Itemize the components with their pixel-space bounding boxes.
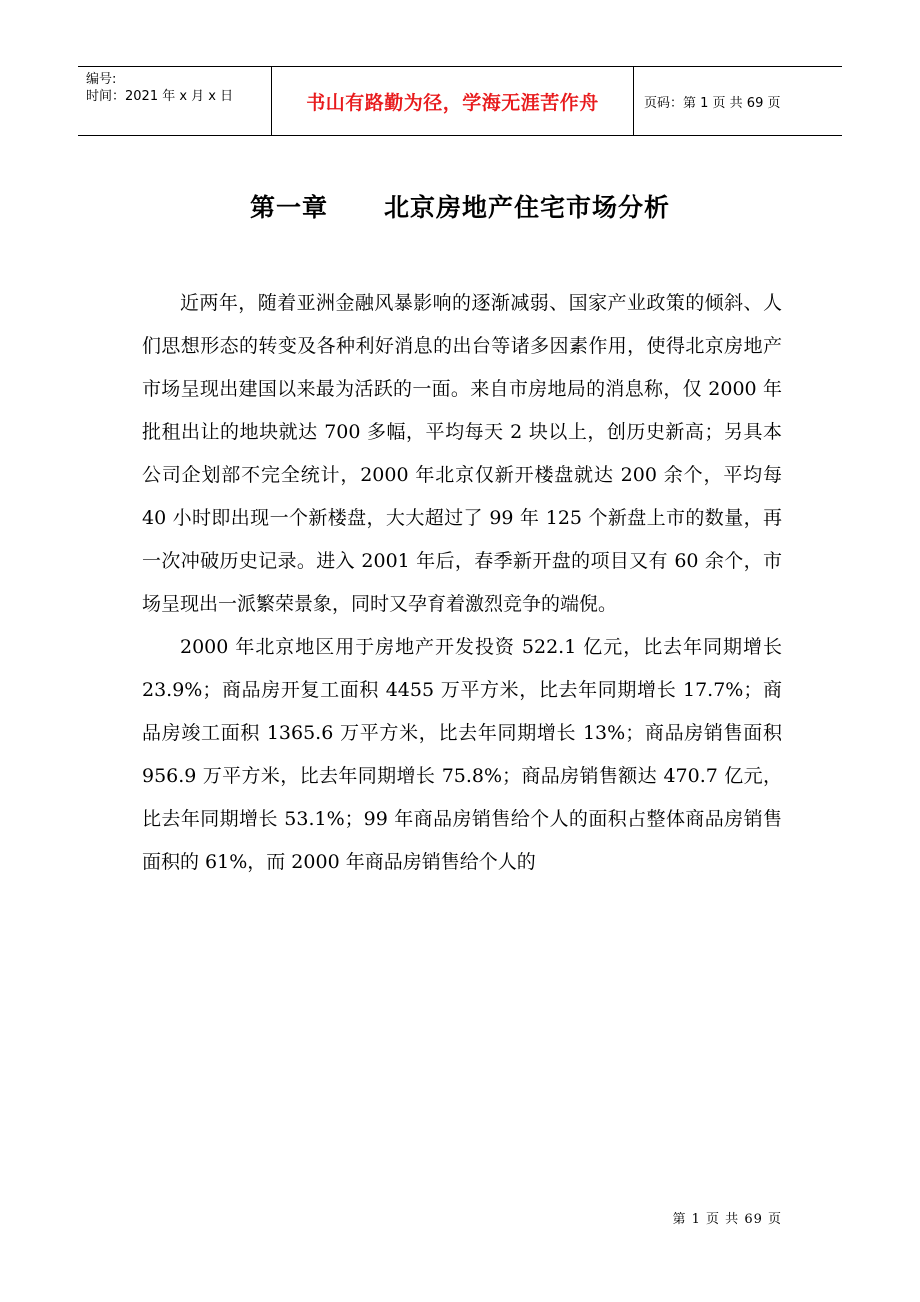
document-body [142, 282, 782, 884]
header-page-number: 页码：第 1 页 共 69 页 [644, 95, 781, 111]
header-meta [78, 67, 272, 135]
chapter-title [0, 188, 920, 224]
chapter-heading: 北京房地产住宅市场分析 [384, 193, 671, 222]
page-footer: 第 1 页 共 69 页 [672, 1212, 782, 1227]
page-header [78, 66, 842, 136]
paragraph: 2000 年北京地区用于房地产开发投资 522.1 亿元，比去年同期增长 23.9%；商品房开复工面积 4455 万平方米，比去年同期增长 17.7%；商品房竣工面积 1365.6 万平方米，比去年同期增长 13%；商品房销售面积 956.9 万平方米，比去年同期增长 75.8%；商品房销售额达 470.7 亿元，比去年同期增长 53.1%；99 年商品房销售给个人的面积占整体商品房销售面积的 61%，而 2000 年商品房销售给个人的 [142, 636, 782, 873]
date-label: 时间：2021 年 x 月 x 日 [86, 89, 234, 104]
serial-number-label: 编号: [86, 72, 117, 87]
paragraph: 近两年，随着亚洲金融风暴影响的逐渐减弱、国家产业政策的倾斜、人们思想形态的转变及各种利好消息的出台等诸多因素作用，使得北京房地产市场呈现出建国以来最为活跃的一面。来自市房地局的消息称，仅 2000 年批租出让的地块就达 700 多幅，平均每天 2 块以上，创历史新高；另具本公司企划部不完全统计，2000 年北京仅新开楼盘就达 200 余个，平均每 40 小时即出现一个新楼盘，大大超过了 99 年 125 个新盘上市的数量，再一次冲破历史记录。进入 2001 年后，春季新开盘的项目又有 60 余个，市场呈现出一派繁荣景象，同时又孕育着激烈竞争的端倪。 [142, 292, 782, 615]
chapter-label: 第一章 [249, 193, 328, 222]
header-motto: 书山有路勤为径，学海无涯苦作舟 [272, 67, 634, 135]
